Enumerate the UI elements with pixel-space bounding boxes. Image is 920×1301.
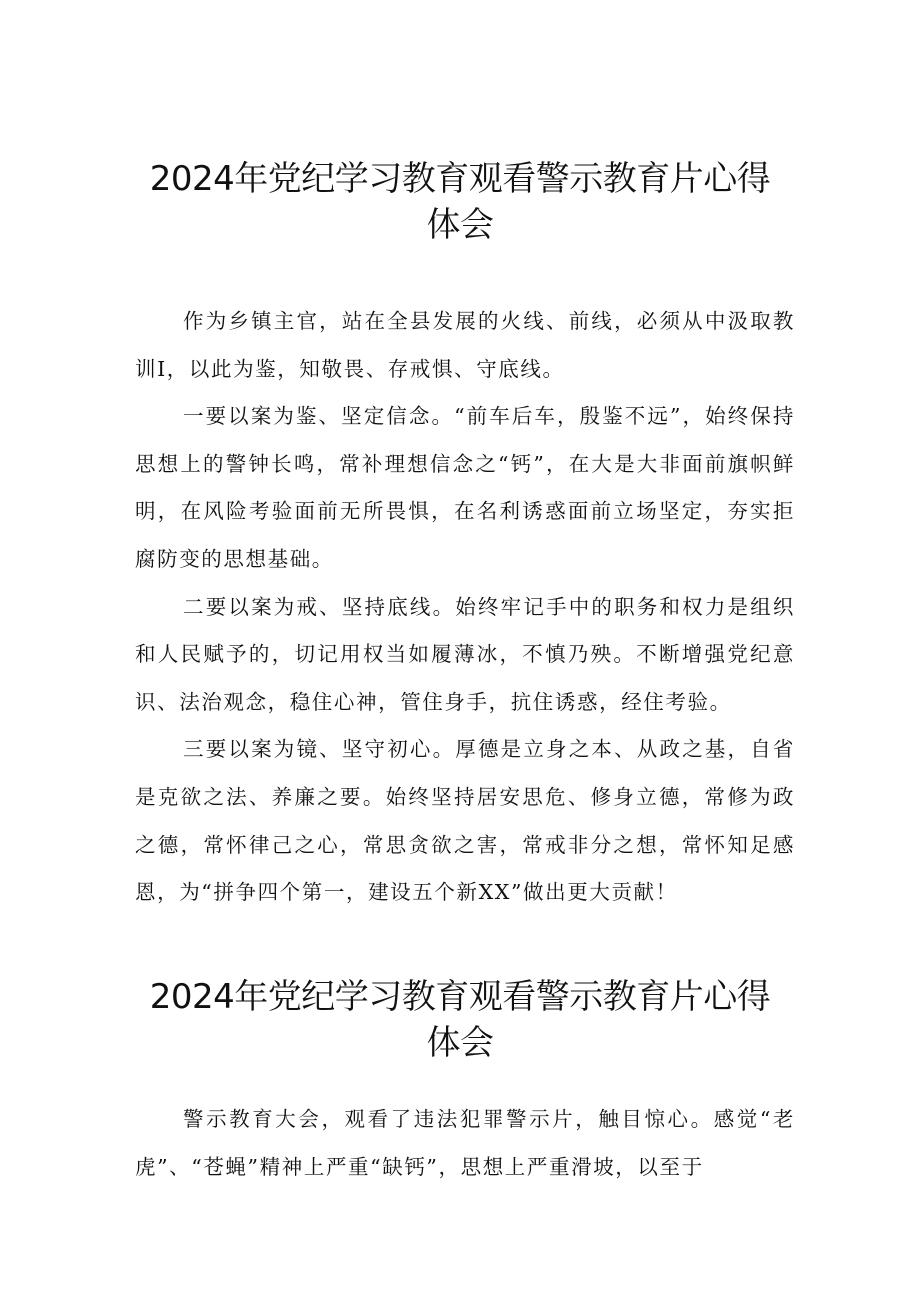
document-title-1 (120, 156, 800, 248)
document-title-2 (120, 974, 800, 1066)
title-line-1: 2024年党纪学习教育观看警示教育片心得 (149, 159, 771, 199)
document-body-2 (135, 1096, 795, 1191)
paragraph: 三要以案为镜、坚守初心。厚德是立身之本、从政之基，自省是克欲之法、养廉之要。始终坚持居安思危、修身立德，常修为政之德，常怀律己之心，常思贪欲之害，常戒非分之想，常怀知足感恩，为“拼争四个第一，建设五个新XX”做出更大贡献！ (135, 737, 795, 905)
paragraph: 一要以案为鉴、坚定信念。“前车后车，殷鉴不远”，始终保持思想上的警钟长鸣，常补理想信念之“钙”，在大是大非面前旗帜鲜明，在风险考验面前无所畏惧，在名利诱惑面前立场坚定，夯实拒腐防变的思想基础。 (135, 404, 795, 571)
title-line-2: 体会 (426, 205, 494, 245)
document-body-1 (135, 298, 795, 917)
title-line-1: 2024年党纪学习教育观看警示教育片心得 (149, 977, 771, 1017)
paragraph: 作为乡镇主官，站在全县发展的火线、前线，必须从中汲取教训I，以此为鉴，知敬畏、存戒惧、守底线。 (135, 309, 795, 381)
paragraph: 警示教育大会，观看了违法犯罪警示片，触目惊心。感觉“老虎”、“苍蝇”精神上严重“缺钙”，思想上严重滑坡，以至于 (135, 1107, 795, 1179)
paragraph: 二要以案为戒、坚持底线。始终牢记手中的职务和权力是组织和人民赋予的，切记用权当如履薄冰，不慎乃殃。不断增强党纪意识、法治观念，稳住心神，管住身手，抗住诱惑，经住考验。 (135, 594, 795, 714)
title-line-2: 体会 (426, 1023, 494, 1063)
